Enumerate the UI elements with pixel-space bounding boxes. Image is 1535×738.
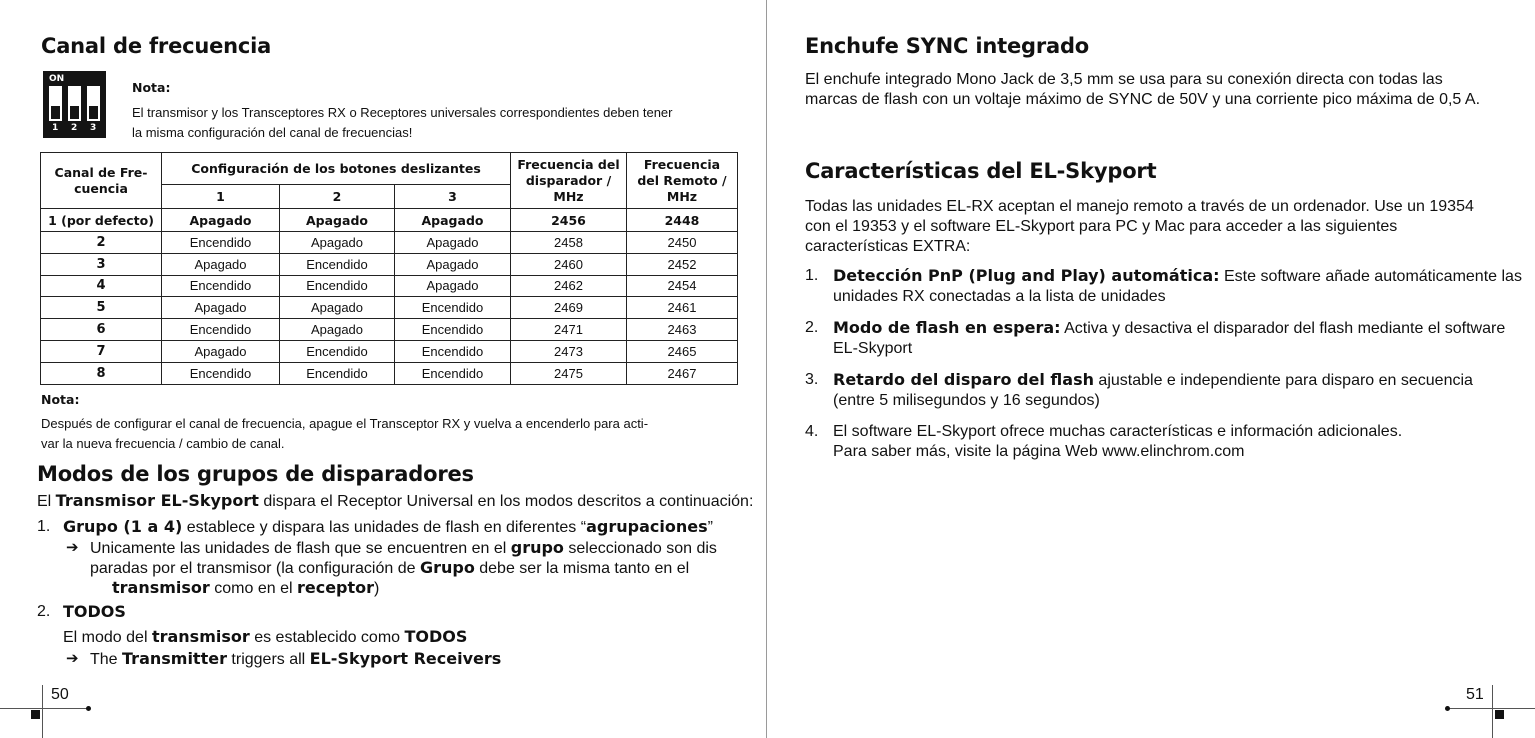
table-row: 4 Encendido Encendido Apagado 2462 2454 [41,275,738,297]
col-header-switch-1: 1 [162,185,280,209]
page-number-left: 50 [51,686,69,703]
feature-2-number: 2. [805,319,819,336]
mode-item-1: Grupo (1 a 4) establece y dispara las unidades de flash en diferentes “agrupaciones” [63,517,713,536]
col-header-channel: Canal de Fre- cuencia [41,153,162,209]
mode-item-2-detail: The Transmitter triggers all EL-Skyport Receivers [90,649,502,668]
mode-item-1-detail-line3: transmisor como en el receptor) [112,578,380,597]
modes-intro: El Transmisor EL-Skyport dispara el Receptor Universal en los modos descritos a continuación: [37,491,754,510]
mode-item-2-line: El modo del transmisor es establecido como TODOS [63,627,468,646]
crop-mark [1492,685,1493,738]
mode-item-1-detail-line1: Unicamente las unidades de flash que se encuentren en el grupo seleccionado son dis [90,538,717,557]
crop-mark [0,708,88,709]
crop-mark [1447,708,1535,709]
mode-item-1-number: 1. [37,518,51,535]
table-row: 6 Encendido Apagado Encendido 2471 2463 [41,319,738,341]
col-header-switch-3: 3 [395,185,511,209]
section-title-frequency-channel: Canal de frecuencia [41,34,272,58]
col-header-remote-frequency: Frecuencia del Remoto / MHz [627,153,738,209]
feature-1-line1: Detección PnP (Plug and Play) automática: Este software añade automáticamente las [833,266,1522,285]
feature-1-line2: unidades RX conectadas a la lista de unidades [833,288,1166,305]
mode-item-2-title: TODOS [63,602,126,621]
mode-item-2-number: 2. [37,603,51,620]
dip-number-2: 2 [71,123,78,133]
section-title-features: Características del EL-Skyport [805,159,1157,183]
note2-text-line1: Después de configurar el canal de frecuencia, apague el Transceptor RX y vuelva a encenderlo para acti- [41,416,649,431]
crop-mark [42,685,43,738]
col-header-configuration: Configuración de los botones deslizantes [162,153,511,185]
col-header-switch-2: 2 [280,185,395,209]
note-label: Nota: [132,80,171,95]
page-number-right: 51 [1466,686,1484,703]
dip-switch-illustration [43,71,106,138]
col-header-trigger-frequency: Frecuencia del disparador / MHz [511,153,627,209]
registration-square [1495,710,1504,719]
table-row: 7 Apagado Encendido Encendido 2473 2465 [41,340,738,362]
feature-4-line1: El software EL-Skyport ofrece muchas características e información adicionales. [833,423,1403,440]
page-divider [766,0,767,738]
feature-4-number: 4. [805,423,819,440]
dip-switch-1 [49,86,62,121]
frequency-table [40,152,738,385]
features-intro-line1: Todas las unidades EL-RX aceptan el manejo remoto a través de un ordenador. Use un 19354 [805,198,1474,215]
feature-2-line2: EL-Skyport [833,340,913,357]
table-row: 3 Apagado Encendido Apagado 2460 2452 [41,253,738,275]
dip-switch-3 [87,86,100,121]
note-text-line2: la misma configuración del canal de frecuencias! [132,125,413,140]
note-text-line1: El transmisor y los Transceptores RX o Receptores universales correspondientes deben tener [132,105,673,120]
dip-on-label: ON [49,74,65,84]
section-title-sync-socket: Enchufe SYNC integrado [805,34,1090,58]
registration-dot [86,706,91,711]
feature-3-line2: (entre 5 milisegundos y 16 segundos) [833,392,1100,409]
feature-2-line1: Modo de flash en espera: Activa y desactiva el disparador del flash mediante el software [833,318,1506,337]
note2-label: Nota: [41,392,80,407]
sync-text-line1: El enchufe integrado Mono Jack de 3,5 mm se usa para su conexión directa con todas las [805,71,1443,88]
note2-text-line2: var la nueva frecuencia / cambio de canal. [41,436,285,451]
feature-3-number: 3. [805,371,819,388]
dip-number-1: 1 [52,123,59,133]
table-row: 2 Encendido Apagado Apagado 2458 2450 [41,232,738,254]
dip-number-3: 3 [90,123,97,133]
registration-square [31,710,40,719]
mode-item-1-detail-line2: paradas por el transmisor (la configuración de Grupo debe ser la misma tanto en el [90,558,690,577]
features-intro-line2: con el 19353 y el software EL-Skyport para PC y Mac para acceder a las siguientes [805,218,1398,235]
sync-text-line2: marcas de flash con un voltaje máximo de SYNC de 50V y una corriente pico máxima de 0,5 A. [805,91,1481,108]
section-title-trigger-group-modes: Modos de los grupos de disparadores [37,462,474,486]
table-row: 1 (por defecto) Apagado Apagado Apagado 2456 2448 [41,209,738,232]
features-intro-line3: características EXTRA: [805,238,971,255]
feature-3-line1: Retardo del disparo del flash ajustable e independiente para disparo en secuencia [833,370,1473,389]
feature-1-number: 1. [805,267,819,284]
table-row: 5 Apagado Apagado Encendido 2469 2461 [41,297,738,319]
arrow-right-icon: ➔ [66,649,79,667]
arrow-right-icon: ➔ [66,538,79,556]
feature-4-line2: Para saber más, visite la página Web www.elinchrom.com [833,443,1245,460]
table-row: 8 Encendido Encendido Encendido 2475 2467 [41,362,738,384]
dip-switch-2 [68,86,81,121]
registration-dot [1445,706,1450,711]
